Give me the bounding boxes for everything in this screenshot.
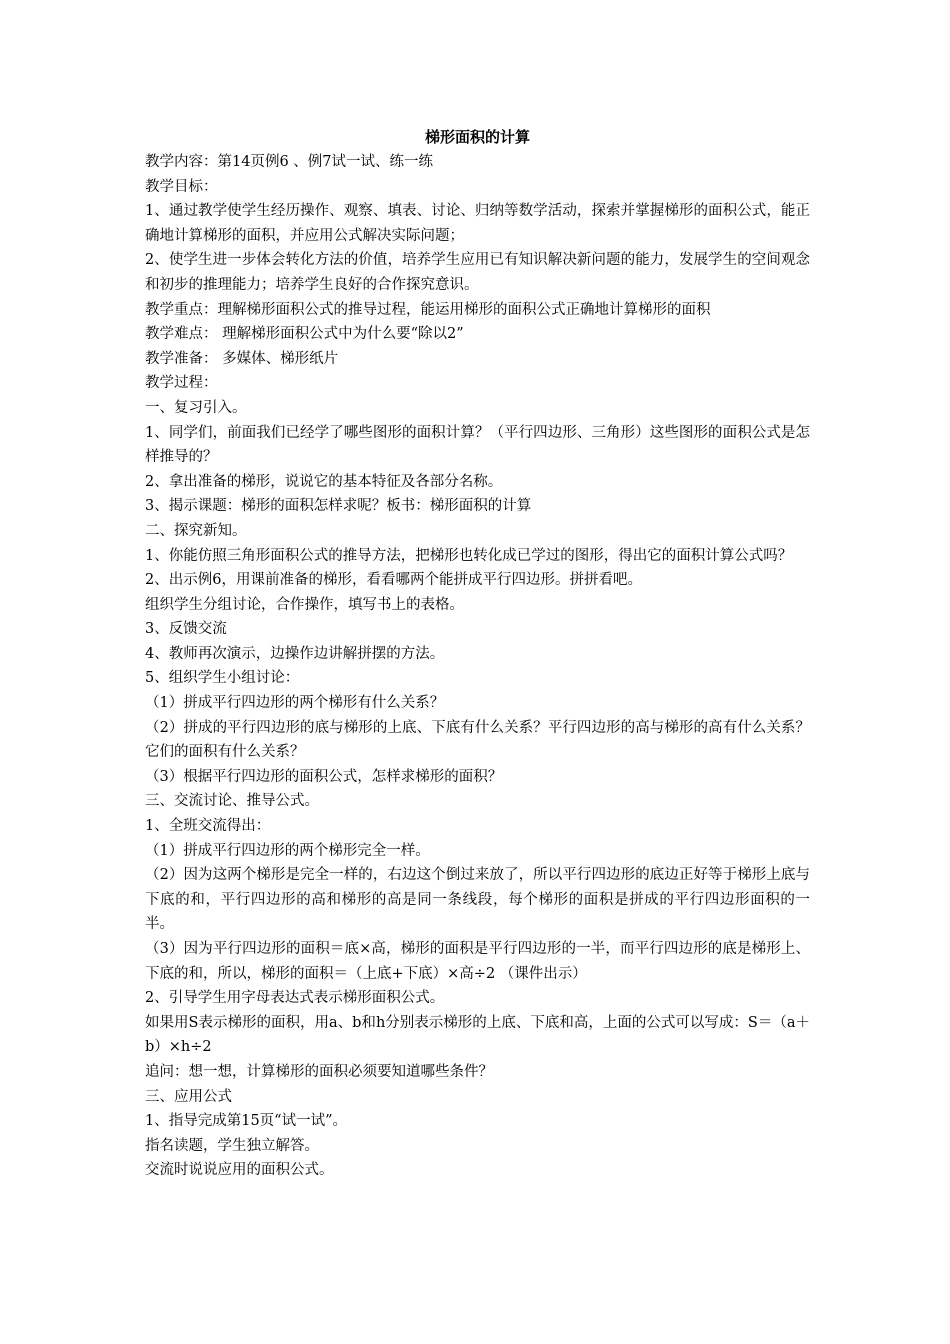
paragraph: 教学难点： 理解梯形面积公式中为什么要“除以2” [145,326,464,343]
paragraph: 2、拿出准备的梯形，说说它的基本特征及各部分名称。 [145,473,503,490]
paragraph: 教学过程： [145,375,218,392]
paragraph: 1、指导完成第15页“试一试”。 [145,1113,348,1130]
paragraph: 1、你能仿照三角形面积公式的推导方法，把梯形也转化成已学过的图形，得出它的面积计算公式吗？ [145,547,793,564]
document-title: 梯形面积的计算 [424,128,530,146]
paragraph: 教学重点：理解梯形面积公式的推导过程，能运用梯形的面积公式正确地计算梯形的面积 [145,301,711,318]
paragraph: 1、通过教学使学生经历操作、观察、填表、讨论、归纳等数学活动，探索并掌握梯形的面积公式，能正确地计算梯形的面积，并应用公式解决实际问题； [145,203,810,244]
paragraph: 指名读题，学生独立解答。 [145,1137,319,1154]
paragraph: 二、探究新知。 [145,522,247,539]
document-page [145,125,810,1183]
paragraph: 组织学生分组讨论，合作操作，填写书上的表格。 [145,596,464,613]
paragraph: 追问：想一想，计算梯形的面积必须要知道哪些条件？ [145,1063,493,1080]
paragraph: （3）因为平行四边形的面积＝底×高，梯形的面积是平行四边形的一半，而平行四边形的底是梯形上、下底的和，所以，梯形的面积＝（上底+下底）×高÷2 （课件出示） [145,941,810,982]
paragraph: 3、反馈交流 [145,621,227,638]
paragraph: 一、复习引入。 [145,399,247,416]
paragraph: 交流时说说应用的面积公式。 [145,1162,334,1179]
paragraph: 4、教师再次演示，边操作边讲解拼摆的方法。 [145,645,445,662]
paragraph: （2）因为这两个梯形是完全一样的，右边这个倒过来放了，所以平行四边形的底边正好等于梯形上底与下底的和，平行四边形的高和梯形的高是同一条线段，每个梯形的面积是拼成的平行四边形面积的一半。 [145,867,810,933]
document-body [145,150,810,1183]
paragraph: 教学目标： [145,178,218,195]
paragraph: （2）拼成的平行四边形的底与梯形的上底、下底有什么关系？平行四边形的高与梯形的高有什么关系？它们的面积有什么关系？ [145,719,810,761]
paragraph: 3、揭示课题：梯形的面积怎样求呢？板书：梯形面积的计算 [145,498,532,515]
paragraph: （1）拼成平行四边形的两个梯形完全一样。 [145,842,430,859]
paragraph: 2、使学生进一步体会转化方法的价值，培养学生应用已有知识解决新问题的能力，发展学生的空间观念和初步的推理能力；培养学生良好的合作探究意识。 [145,252,810,293]
paragraph: 教学内容：第14页例6 、例7试一试、练一练 [145,154,434,170]
paragraph: 三、交流讨论、推导公式。 [145,793,319,810]
paragraph: 2、出示例6，用课前准备的梯形，看看哪两个能拼成平行四边形。拼拼看吧。 [145,572,642,589]
paragraph: （1）拼成平行四边形的两个梯形有什么关系？ [145,695,445,712]
paragraph: 如果用S表示梯形的面积，用a、b和h分别表示梯形的上底、下底和高，上面的公式可以写成：S＝（a＋b）×h÷2 [145,1014,810,1056]
paragraph: 教学准备： 多媒体、梯形纸片 [145,350,339,367]
paragraph: 5、组织学生小组讨论： [145,670,300,687]
paragraph: 1、全班交流得出： [145,818,271,835]
paragraph: 三、应用公式 [145,1088,232,1105]
paragraph: 1、同学们，前面我们已经学了哪些图形的面积计算？（平行四边形、三角形）这些图形的面积公式是怎样推导的？ [145,424,810,466]
paragraph: （3）根据平行四边形的面积公式，怎样求梯形的面积？ [145,768,503,785]
paragraph: 2、引导学生用字母表达式表示梯形面积公式。 [145,990,445,1007]
